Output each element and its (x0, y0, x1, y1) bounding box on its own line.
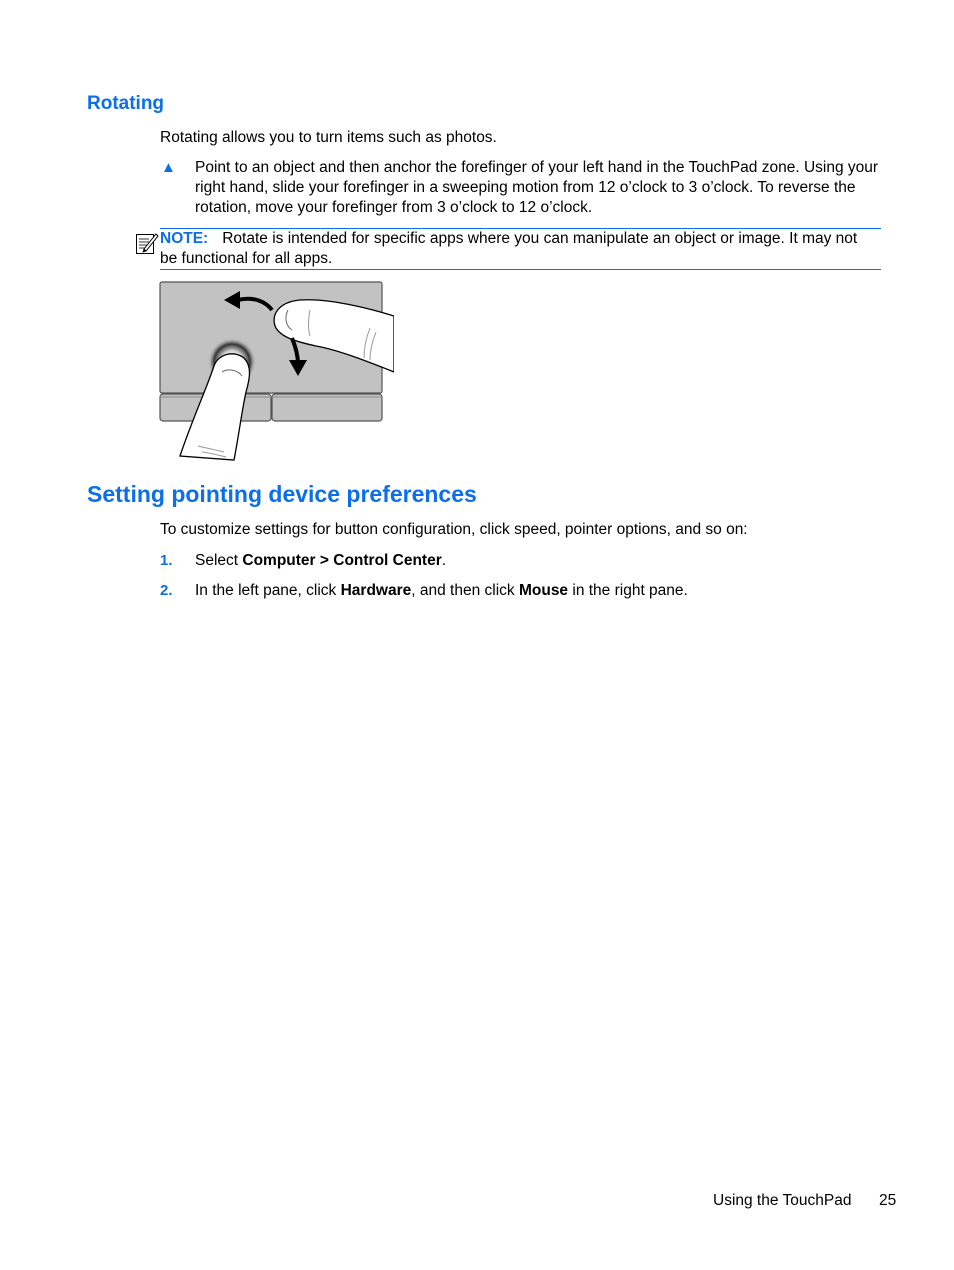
bullet-triangle-icon: ▲ (161, 159, 176, 176)
touchpad-rotate-gesture-illustration (158, 280, 394, 462)
footer-page-number: 25 (879, 1192, 897, 1209)
note-text: Rotate is intended for specific apps where you can manipulate an object or image. It may not be functional for all apps. (160, 230, 858, 267)
note-box (160, 228, 881, 270)
rotating-bullet-text: Point to an object and then anchor the forefinger of your left hand in the TouchPad zone. Using your right hand, slide your forefinger in a sweeping motion from 12 o’clock to 3 o’clock. To reverse the rotation, move your forefinger from 3 o’clock to 12 o’clock. (195, 159, 879, 216)
step-text-bold-hardware: Hardware (340, 582, 412, 599)
step-text (195, 551, 446, 571)
step-number: 2. (160, 582, 173, 599)
step-text-pre: Select (195, 552, 243, 569)
footer-chapter-label: Using the TouchPad (713, 1192, 852, 1209)
step-text-bold: Computer > Control Center (242, 552, 442, 569)
rotating-intro: Rotating allows you to turn items such as photos. (160, 129, 497, 146)
step-text-pre: In the left pane, click (195, 582, 341, 599)
note-label: NOTE: (160, 230, 209, 247)
note-pencil-icon (135, 231, 159, 255)
section-heading-rotating: Rotating (87, 93, 165, 114)
step-text-post: . (441, 552, 447, 569)
preferences-intro: To customize settings for button configuration, click speed, pointer options, and so on: (160, 521, 748, 538)
section-heading-preferences: Setting pointing device preferences (87, 481, 477, 507)
note-content (160, 229, 875, 269)
step-text-post: in the right pane. (568, 582, 688, 599)
step-text-bold-mouse: Mouse (518, 582, 569, 599)
step-number: 1. (160, 552, 173, 569)
step-text-mid: , and then click (411, 582, 519, 599)
step-text (195, 581, 688, 601)
